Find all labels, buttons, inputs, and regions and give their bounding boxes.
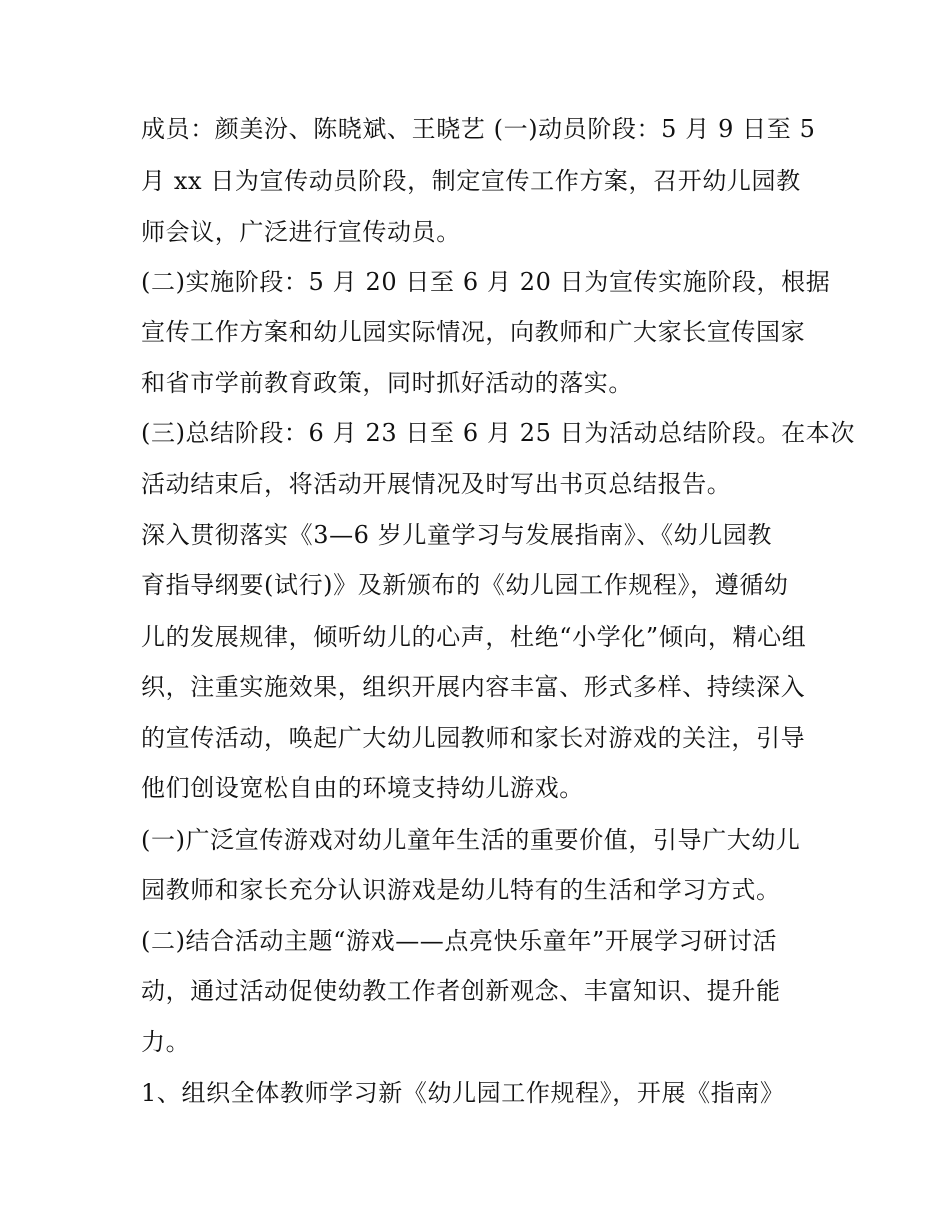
text-line: (二)结合活动主题“游戏——点亮快乐童年”开展学习研讨活 bbox=[141, 927, 778, 955]
text-line: (二)实施阶段：5 月 20 日至 6 月 20 日为宣传实施阶段，根据 bbox=[141, 268, 831, 296]
text-line: 宣传工作方案和幼儿园实际情况，向教师和广大家长宣传国家 bbox=[141, 318, 806, 346]
text-line: 月 xx 日为宣传动员阶段，制定宣传工作方案，召开幼儿园教 bbox=[141, 167, 801, 195]
text-line: 育指导纲要(试行)》及新颁布的《幼儿园工作规程》，遵循幼 bbox=[141, 571, 789, 599]
text-line: 深入贯彻落实《3—6 岁儿童学习与发展指南》、《幼儿园教 bbox=[141, 521, 772, 549]
text-line: 和省市学前教育政策，同时抓好活动的落实。 bbox=[141, 369, 633, 397]
text-line: 成员：颜美汾、陈晓斌、王晓艺 (一)动员阶段：5 月 9 日至 5 bbox=[141, 115, 816, 143]
text-line: 他们创设宽松自由的环境支持幼儿游戏。 bbox=[141, 774, 584, 802]
text-line: 园教师和家长充分认识游戏是幼儿特有的生活和学习方式。 bbox=[141, 876, 781, 904]
text-line: 力。 bbox=[141, 1028, 191, 1056]
text-line: 的宣传活动，唤起广大幼儿园教师和家长对游戏的关注，引导 bbox=[141, 724, 806, 752]
text-line: 织，注重实施效果，组织开展内容丰富、形式多样、持续深入 bbox=[141, 673, 806, 701]
text-line: 儿的发展规律，倾听幼儿的心声，杜绝“小学化”倾向，精心组 bbox=[141, 623, 807, 651]
text-line: 师会议，广泛进行宣传动员。 bbox=[141, 218, 461, 246]
text-line: 1、组织全体教师学习新《幼儿园工作规程》，开展《指南》 bbox=[141, 1079, 785, 1107]
text-line: (一)广泛宣传游戏对幼儿童年生活的重要价值，引导广大幼儿 bbox=[141, 826, 801, 854]
text-line: 动，通过活动促使幼教工作者创新观念、丰富知识、提升能 bbox=[141, 977, 781, 1005]
text-line: 活动结束后，将活动开展情况及时写出书页总结报告。 bbox=[141, 470, 732, 498]
text-line: (三)总结阶段：6 月 23 日至 6 月 25 日为活动总结阶段。在本次 bbox=[141, 419, 855, 447]
